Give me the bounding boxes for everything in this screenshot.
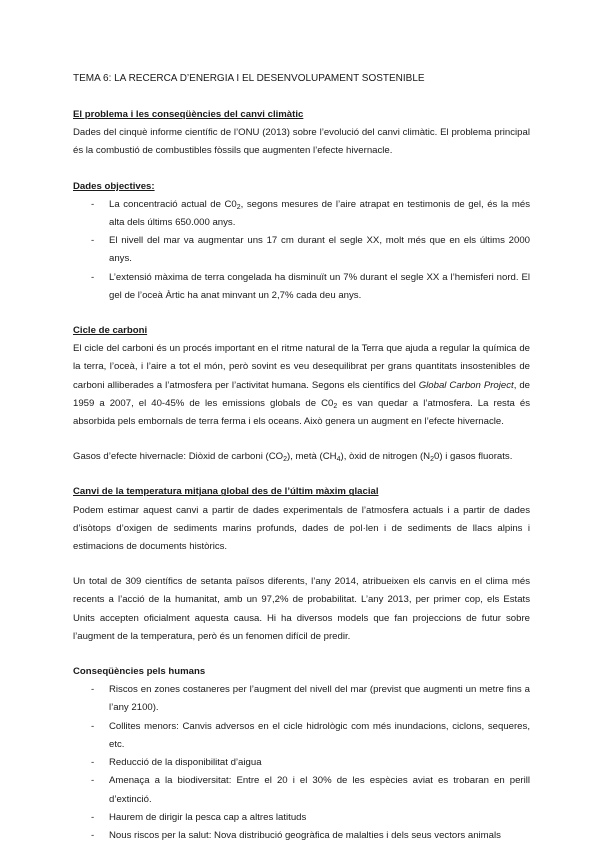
temperature-heading: Canvi de la temperatura mitjana global des de l’últim màxim glacial: [73, 486, 379, 498]
temperature-paragraph-2: Un total de 309 científics de setanta països diferents, l’any 2014, atribueixen els canvis en el clima més recents a l’acció de la humanitat, amb un 97,2% de probabilitat. L’any 2013, per primer cop, els Estats Units accepten oficialment aquesta causa. Hi ha diversos models que fan projeccions de futur sobre l’augment de la temperatura, però és un fenomen difícil de predir.: [73, 576, 530, 642]
list-item: - El nivell del mar va augmentar uns 17 cm durant el segle XX, molt més que en els últims 2000 anys.: [91, 235, 530, 265]
list-item: - Haurem de dirigir la pesca cap a altres latituds: [91, 811, 307, 823]
problem-section: [73, 106, 530, 161]
consequences-section: [73, 663, 530, 845]
document-title: TEMA 6: LA RECERCA D’ENERGIA I EL DESENVOLUPAMENT SOSTENIBLE: [73, 73, 425, 84]
list-item: - La concentració actual de $C0_2$, segons mesures de l’aire atrapat en testimonis de gel, és la més alta dels últims 650.000 anys.: [91, 198, 530, 229]
problem-text: Dades del cinquè informe científic de l’ONU (2013) sobre l’evolució del canvi climàtic. El problema principal és la combustió de combustibles fòssils que augmenten l’efecte hivernacle.: [73, 127, 530, 157]
consequences-heading: Conseqüències pels humans: [73, 666, 206, 678]
greenhouse-gases-paragraph: Gasos d’efecte hivernacle: Diòxid de carboni $(CO_2)$, metà $(CH_4)$, òxid de nitrogen $(N_20)$ i gasos fluorats.: [73, 451, 513, 464]
consequences-list: [73, 681, 530, 845]
list-item: - Amenaça a la biodiversitat: Entre el 20 i el 30% de les espècies aviat es trobaran en perill d’extinció.: [91, 775, 530, 805]
carbon-cycle-heading: Cicle de carboni: [73, 325, 148, 337]
list-item: - Collites menors: Canvis adversos en el cicle hidrològic com més inundacions, ciclons, sequeres, etc.: [91, 720, 530, 750]
list-item: - Riscos en zones costaneres per l’augment del nivell del mar (previst que augmenti un metre fins a l’any 2100).: [91, 684, 530, 714]
document-body: [73, 70, 530, 845]
temperature-section: [73, 483, 530, 646]
carbon-cycle-paragraph: El cicle del carboni és un procés important en el ritme natural de la Terra que ajuda a regular la química de la terra, l’oceà, i l’aire a tot el món, però sovint es veu desequilibrat per grans quantitats insostenibles de carboni alliberades a l’atmosfera per l’activitat humana. Segons els científics del Global Carbon Project, de 1959 a 2007, el 40-45% de les emissions globals de $C0_2$ es van quedar a l’atmosfera. La resta és absorbida pels embornals de terra ferma i els oceans. Això genera un augment en l’efecte hivernacle.: [73, 343, 530, 428]
carbon-cycle-section: [73, 322, 530, 466]
objective-data-section: [73, 178, 530, 305]
problem-heading: El problema i les conseqüències del canvi climàtic: [73, 109, 304, 120]
list-item: - Reducció de la disponibilitat d’aigua: [91, 757, 262, 769]
objective-data-heading: Dades objectives:: [73, 180, 155, 192]
objective-data-list: [73, 196, 530, 305]
list-item: - L’extensió màxima de terra congelada ha disminuït un 7% durant el segle XX a l’hemisferi nord. El gel de l’oceà Àrtic ha anat minvant un 2,7% cada deu anys.: [91, 271, 530, 301]
list-item: - Nous riscos per la salut: Nova distribució geogràfica de malalties i dels seus vectors animals: [91, 829, 501, 841]
temperature-paragraph-1: Podem estimar aquest canvi a partir de dades experimentals de l’atmosfera actuals i a partir de dades d’isòtops d’oxigen de sediments marins profunds, dades de pol·len i de sediments de llacs alpins i estimacions de documents històrics.: [73, 504, 530, 553]
